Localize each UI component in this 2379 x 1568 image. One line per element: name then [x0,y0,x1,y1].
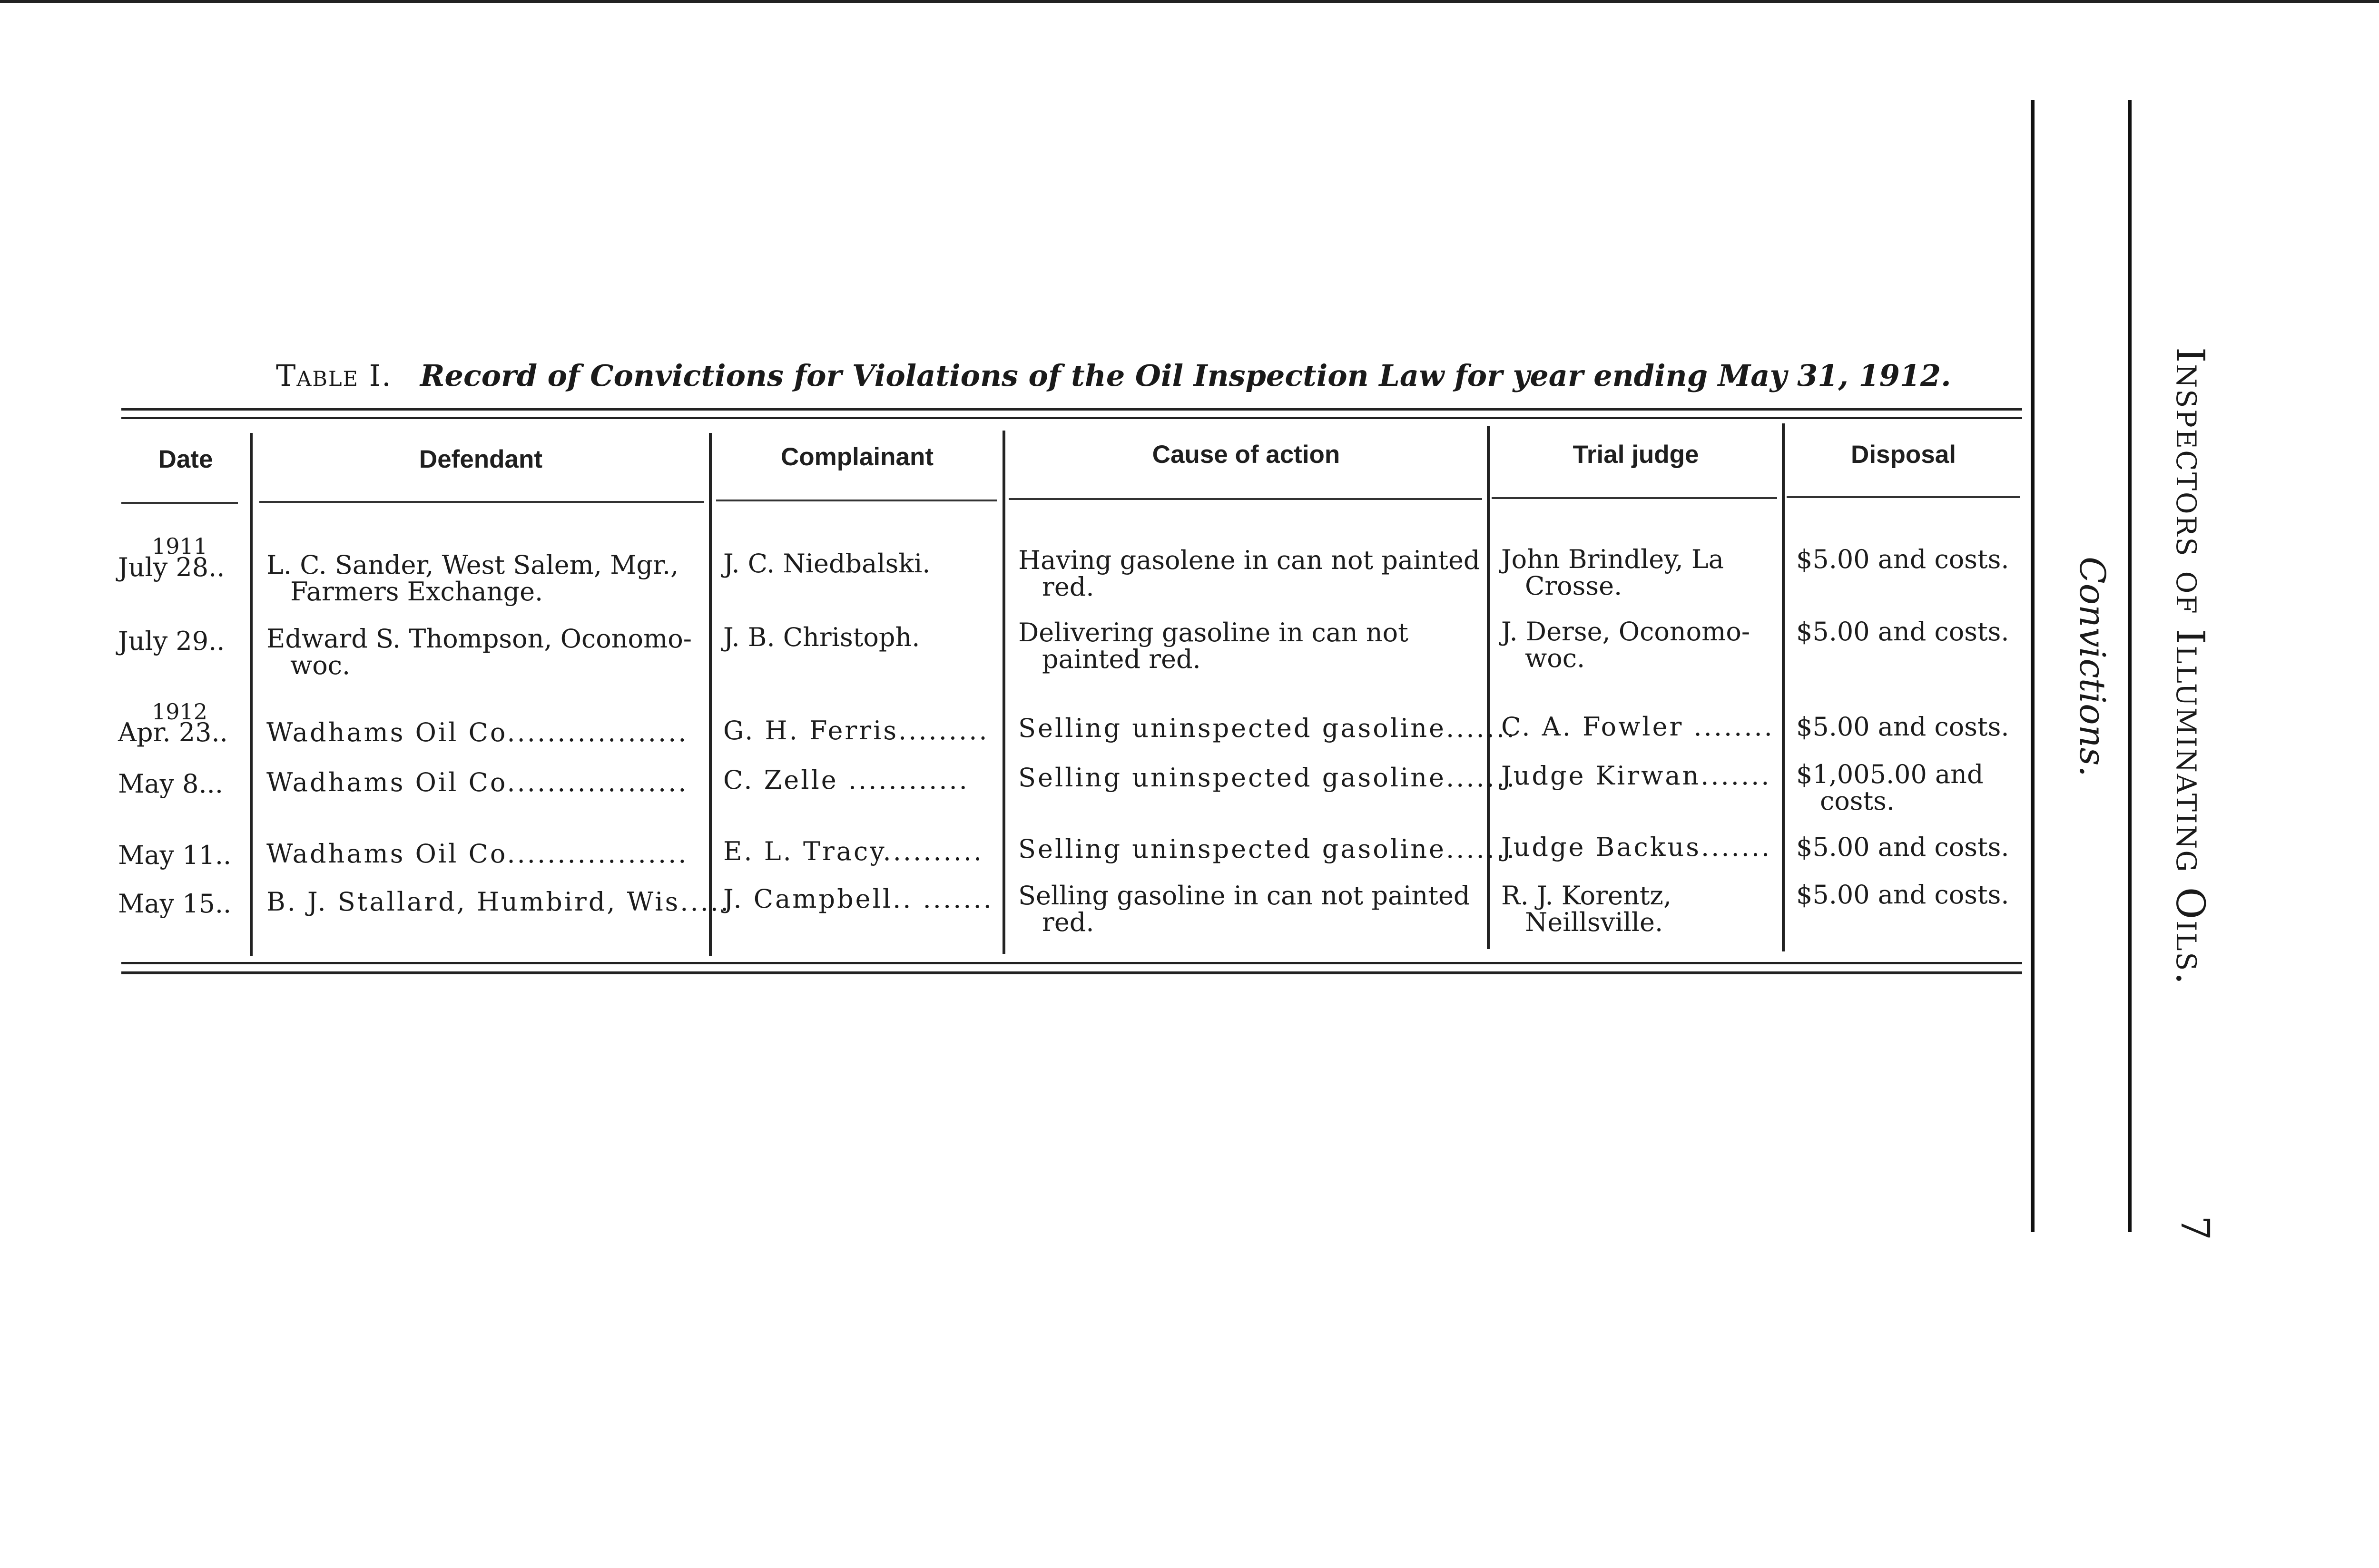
judge-cell [1501,546,1724,599]
date-cell: July 29.. [118,626,225,656]
header-rule [716,500,997,501]
disposal-cell [1796,834,2009,861]
judge-line: R. J. Korentz, [1501,881,1672,911]
column-divider [250,433,253,956]
cause-line: red. [1042,572,1094,602]
running-head: Inspectors of Illuminating Oils. [2167,347,2212,986]
defendant-line: Wadhams Oil Co.................. [266,767,688,797]
defendant-line: B. J. Stallard, Humbird, Wis..... [266,887,731,917]
defendant-cell [266,552,678,605]
complainant-line: E. L. Tracy.......... [723,836,984,866]
defendant-line: woc. [290,650,351,680]
section-head: Convictions. [2072,557,2113,777]
date-cell: Apr. 23.. [118,717,228,747]
cause-line: painted red. [1042,644,1201,674]
cause-line: Selling gasoline in can not painted [1018,881,1470,911]
cause-cell [1018,882,1470,936]
date-cell: May 15.. [118,889,232,919]
cause-cell [1018,619,1408,673]
cause-line: Having gasolene in can not painted [1018,545,1480,575]
header-complainant: Complainant [781,443,934,471]
disposal-line: $5.00 and costs. [1796,544,2009,574]
judge-line: Judge Kirwan....... [1501,761,1771,791]
cause-line: Delivering gasoline in can not [1018,617,1408,647]
disposal-cell [1796,618,2009,645]
year-marker: 1911 [151,533,208,559]
judge-line: woc. [1525,643,1585,673]
defendant-line: Edward S. Thompson, Oconomo- [266,624,692,654]
table-bottom-rule-2 [121,971,2022,974]
disposal-cell [1796,714,2009,740]
judge-line: C. A. Fowler ........ [1501,712,1774,742]
disposal-line: $5.00 and costs. [1796,617,2009,647]
cause-line: red. [1042,907,1094,937]
complainant-cell [723,717,989,744]
complainant-cell [723,886,993,912]
disposal-cell [1796,546,2009,573]
cause-cell [1018,764,1516,791]
defendant-cell [266,626,692,679]
cause-cell [1018,547,1480,600]
table-top-rule [121,408,2022,411]
cause-line: Selling uninspected gasoline....... [1018,763,1517,793]
header-cause-of-action: Cause of action [1152,441,1340,469]
complainant-cell [723,550,930,577]
disposal-line: costs. [1820,786,1895,816]
complainant-cell [723,624,920,651]
column-divider [1487,426,1490,949]
margin-rule-outer [2128,100,2132,1232]
complainant-cell [723,767,969,794]
cause-line: Selling uninspected gasoline....... [1018,834,1517,864]
page-number: 7 [2172,1215,2217,1241]
complainant-line: J. Campbell.. ....... [723,884,993,914]
header-rule [121,502,238,504]
column-divider [1003,431,1005,954]
defendant-line: Wadhams Oil Co.................. [266,717,688,747]
cause-cell [1018,836,1516,862]
disposal-cell [1796,761,1984,814]
table-label: Table I. [276,358,392,393]
judge-line: Crosse. [1525,571,1622,601]
defendant-cell [266,841,688,867]
disposal-line: $1,005.00 and [1796,759,1984,789]
year-marker: 1912 [151,699,208,725]
judge-cell [1501,618,1750,672]
header-defendant: Defendant [419,445,543,473]
defendant-line: Wadhams Oil Co.................. [266,839,688,869]
judge-line: John Brindley, La [1501,544,1724,574]
header-rule [1009,498,1482,500]
defendant-cell [266,719,688,746]
defendant-cell [266,889,730,915]
judge-cell [1501,763,1771,789]
defendant-line: L. C. Sander, West Salem, Mgr., [266,550,679,580]
date-cell: July 28.. [118,552,225,582]
margin-rule-inner [2031,100,2035,1232]
date-cell: May 11.. [118,840,232,870]
cause-line: Selling uninspected gasoline....... [1018,713,1517,743]
date-cell: May 8... [118,769,224,799]
header-disposal: Disposal [1851,441,1956,469]
header-rule [1787,496,2020,498]
table-bottom-rule [121,962,2022,964]
complainant-line: C. Zelle ............ [723,765,969,795]
disposal-cell [1796,882,2009,908]
disposal-line: $5.00 and costs. [1796,880,2009,910]
judge-line: Judge Backus....... [1501,832,1772,862]
judge-line: J. Derse, Oconomo- [1501,617,1750,647]
defendant-line: Farmers Exchange. [290,577,543,607]
complainant-line: J. B. Christoph. [723,622,920,652]
header-date: Date [158,445,213,473]
complainant-cell [723,838,983,865]
disposal-line: $5.00 and costs. [1796,712,2009,742]
judge-line: Neillsville. [1525,907,1663,937]
cause-cell [1018,715,1516,742]
disposal-line: $5.00 and costs. [1796,832,2009,862]
table-caption [276,354,1970,397]
column-divider [1782,423,1785,951]
header-rule [1492,497,1777,499]
table-top-rule-2 [121,417,2022,419]
judge-cell [1501,714,1774,740]
complainant-line: J. C. Niedbalski. [723,549,931,578]
complainant-line: G. H. Ferris......... [723,715,989,745]
defendant-cell [266,769,688,796]
page-top-border [0,0,2379,3]
judge-cell [1501,834,1771,861]
table-title: Record of Convictions for Violations of the Oil Inspection Law for year ending May 31, 1912. [420,358,1951,393]
judge-cell [1501,882,1671,936]
header-rule [259,501,704,503]
header-trial-judge: Trial judge [1573,441,1699,469]
column-divider [709,433,712,956]
